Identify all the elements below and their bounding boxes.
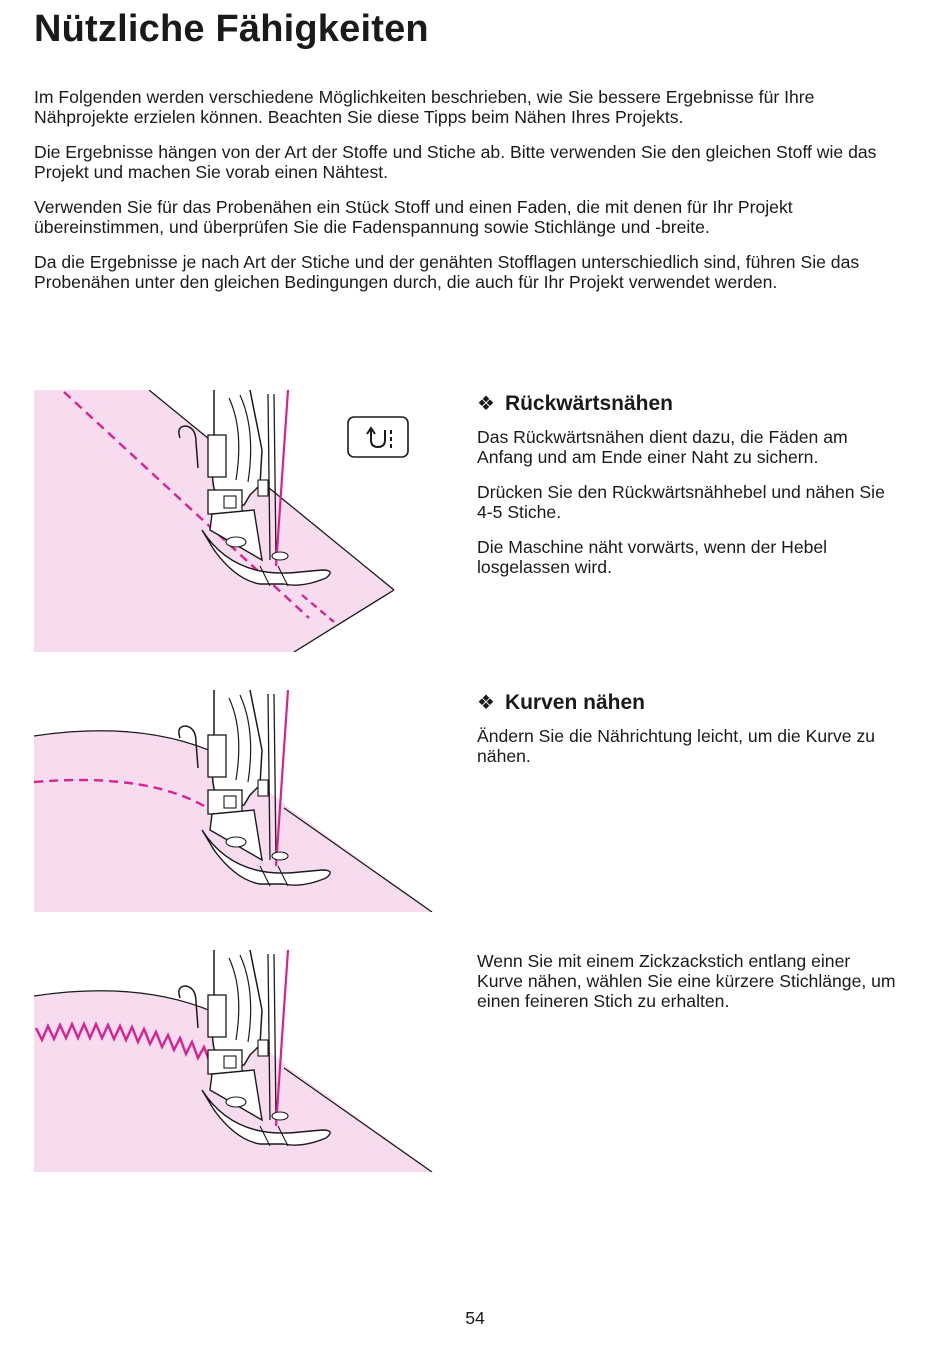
reverse-sewing-section — [477, 392, 897, 592]
page-title: Nützliche Fähigkeiten — [34, 8, 429, 50]
section-paragraph: Drücken Sie den Rückwärtsnähhebel und nähen Sie 4-5 Stiche. — [477, 482, 885, 522]
section-heading — [477, 691, 897, 715]
curve-sewing-section — [477, 691, 897, 781]
curve-sewing-illustration — [34, 690, 434, 952]
section-heading-text: Rückwärtsnähen — [504, 392, 673, 415]
section-heading — [477, 392, 897, 416]
intro-paragraph: Im Folgenden werden verschiedene Möglichkeiten beschrieben, wie Sie bessere Ergebnisse für Ihre Nähprojekte erzielen können. Beachten Sie diese Tipps beim Nähen Ihres Projekts. — [34, 87, 815, 127]
section-paragraph: Die Maschine näht vorwärts, wenn der Hebel losgelassen wird. — [477, 537, 828, 577]
diamond-bullet-icon: ❖ — [477, 692, 495, 714]
section-paragraph: Das Rückwärtsnähen dient dazu, die Fäden am Anfang und am Ende einer Naht zu sichern. — [477, 427, 848, 467]
intro-text — [34, 87, 894, 307]
section-heading-text: Kurven nähen — [504, 691, 645, 714]
intro-paragraph: Verwenden Sie für das Probenähen ein Stück Stoff und einen Faden, die mit denen für Ihr Projekt übereinstimmen, und überprüfen Sie die Fadenspannung sowie Stichlänge und -breite. — [34, 197, 793, 237]
intro-paragraph: Da die Ergebnisse je nach Art der Stiche und der genähten Stofflagen unterschiedlich sind, führen Sie das Probenähen unter den gleichen Bedingungen durch, die auch für Ihr Projekt verwendet werden. — [34, 252, 860, 292]
zigzag-curve-section — [477, 951, 897, 1026]
reverse-stitch-icon — [347, 416, 411, 465]
zigzag-curve-illustration — [34, 950, 434, 1212]
section-paragraph: Ändern Sie die Nährichtung leicht, um die Kurve zu nähen. — [477, 726, 876, 766]
diamond-bullet-icon: ❖ — [477, 393, 495, 415]
section-paragraph: Wenn Sie mit einem Zickzackstich entlang einer Kurve nähen, wählen Sie eine kürzere Stichlänge, um einen feineren Stich zu erhalten. — [477, 951, 896, 1011]
page-number: 54 — [465, 1308, 485, 1328]
intro-paragraph: Die Ergebnisse hängen von der Art der Stoffe und Stiche ab. Bitte verwenden Sie den gleichen Stoff wie das Projekt und machen Sie vorab einen Nähtest. — [34, 142, 877, 182]
